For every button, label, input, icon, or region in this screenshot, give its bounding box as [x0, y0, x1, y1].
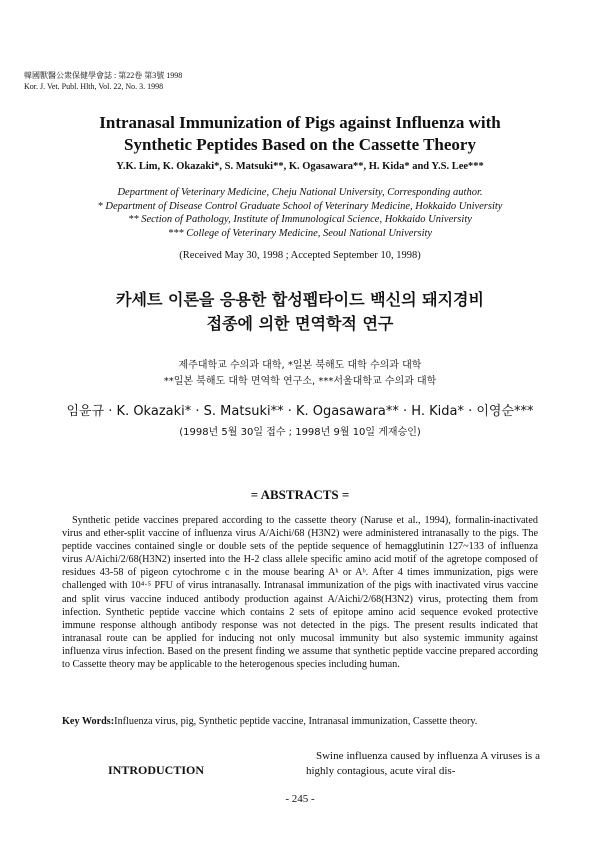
- korean-title-line-2: 접종에 의한 면역학적 연구: [206, 314, 394, 333]
- affiliation: * Department of Disease Control Graduate School of Veterinary Medicine, Hokkaido University: [97, 200, 503, 212]
- received-dates: (Received May 30, 1998 ; Accepted September 10, 1998): [179, 250, 421, 261]
- page-number: - 245 -: [285, 793, 315, 805]
- affiliation: ** Section of Pathology, Institute of Immunological Science, Hokkaido University: [128, 214, 472, 225]
- journal-english: Kor. J. Vet. Publ. Hlth, Vol. 22, No. 3. 1998: [24, 82, 164, 91]
- journal-header: [24, 70, 182, 92]
- korean-affiliation: 제주대학교 수의과 대학, *일본 북해도 대학 수의과 대학: [178, 360, 422, 371]
- korean-author-list: 임윤규 · K. Okazaki* · S. Matsuki** · K. Ogasawara** · H. Kida* · 이영순***: [66, 404, 534, 419]
- korean-affiliation: **일본 북해도 대학 면역학 연구소, ***서울대학교 수의과 대학: [163, 376, 437, 387]
- journal-korean: 韓國獸醫公衆保健學會誌 : 第22卷 第3號 1998: [24, 71, 183, 80]
- korean-title-line-1: 카세트 이론을 응용한 합성펩타이드 백신의 돼지경비: [116, 290, 484, 309]
- abstract-heading: = ABSTRACTS =: [250, 487, 350, 502]
- korean-affiliations: [20, 358, 580, 390]
- affiliation: Department of Veterinary Medicine, Cheju National University, Corresponding author.: [117, 187, 483, 198]
- paper-title: [40, 112, 560, 156]
- affiliation: *** College of Veterinary Medicine, Seoul National University: [167, 227, 433, 239]
- korean-title: [20, 288, 580, 336]
- abstract-body: Synthetic petide vaccines prepared according to the cassette theory (Naruse et al., 1994), formalin-inactivated virus and ether-split vaccine of influenza virus A/Aichi/68 (H3N2) were administered intranasally to the pigs. The peptide vaccines contained single or double sets of the peptide sequence of hemagglutinin 127~133 of influenza virus A/Aichi/2/68(H3N2) inserted into the H-2 class allele specific amino acid motif of the agretope composed of residues 43-58 of pigeon cytochrome c in the mouse bearing Aᵏ or Aᵇ. After 4 times immunization, pigs were challenged with 10⁴·⁵ PFU of virus intranasally. Intranasal immunization of the pigs with inactivated virus vaccine and split virus vaccine induced antibody production against A/Aichi/2/68(H3N2) virus, protecting them from infection. Synthetic peptide vaccine which contains 2 sets of epitope amino acid sequence evoked protective immune response although antibody response was not detected in the pigs. The present results indicated that intranasal route can be applied for inducing not only mucosal immunity but also systemic immunity against influenza virus infection. Based on the present finding we assume that synthetic peptide vaccine prepared according to Cassette theory may be applicable to the heterogenous species including human.: [62, 515, 538, 671]
- keywords-text: Influenza virus, pig, Synthetic peptide vaccine, Intranasal immunization, Cassette theory.: [114, 716, 478, 727]
- introduction-text: Swine influenza caused by influenza A viruses is a highly contagious, acute viral dis-: [306, 750, 540, 777]
- author-list: Y.K. Lim, K. Okazaki*, S. Matsuki**, K. Ogasawara**, H. Kida* and Y.S. Lee***: [116, 161, 484, 172]
- title-line-2: Synthetic Peptides Based on the Cassette Theory: [124, 135, 476, 154]
- korean-received-dates: (1998년 5월 30일 접수 ; 1998년 9월 10일 게재승인): [179, 427, 421, 438]
- affiliations: [20, 186, 580, 240]
- keywords: [62, 716, 562, 727]
- keywords-label: Key Words:: [62, 716, 115, 727]
- introduction-heading: INTRODUCTION: [108, 763, 205, 777]
- title-line-1: Intranasal Immunization of Pigs against Influenza with: [99, 113, 501, 132]
